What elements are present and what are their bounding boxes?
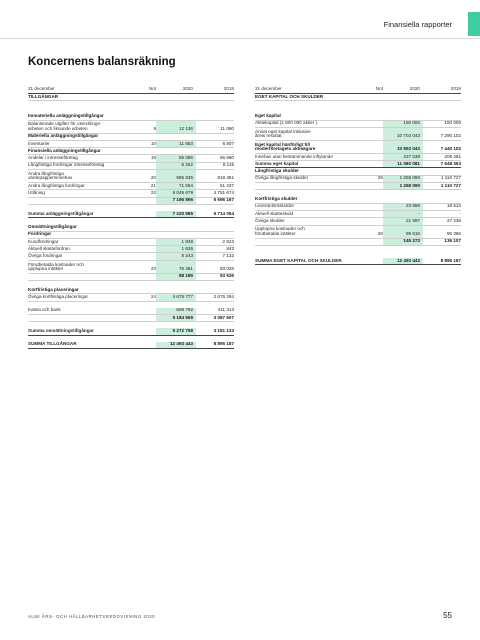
row-value-previous: 3 087 607 [213,314,234,320]
row-value-current: 76 461 [156,261,196,273]
row-note [371,209,383,210]
row-value-current: 10 853 043 [383,141,423,153]
page-title: Koncernens balansräkning [28,56,176,68]
row-value-current: 227 038 [383,154,423,160]
row-value-current: 8 243 [156,253,196,259]
row-value-current: 1 849 [156,239,196,245]
row-value-previous: 7 132 [222,253,234,259]
row-label [255,244,371,245]
table-subtitle [255,94,461,101]
table-row [28,170,234,183]
row-note [144,313,156,314]
row-label: Annat eget kapital inklusive årets resultat [255,128,311,139]
row-label: Eget kapital [255,113,281,118]
row-value-previous: 11 080 [220,126,234,131]
section-heading [28,224,234,231]
row-label: Övriga kortfristiga placeringar [28,294,88,300]
table-row [255,121,461,128]
row-label: Aktuell skatteskuld [255,210,294,216]
row-value-current: 145 272 [383,239,423,245]
row-value-current: 10 703 043 [383,128,423,140]
row-label [28,279,144,280]
row-note [144,259,156,260]
row-value-previous: 1 110 727 [440,175,461,181]
row-value-current: 7 196 896 [156,198,196,204]
row-note [371,244,383,245]
row-value-previous: 51 237 [219,182,234,188]
assets-table [28,86,234,349]
table-row [255,218,461,225]
row-note [144,320,156,321]
row-note [144,216,156,217]
row-label: Upplupna kostnader och förutbetalda intäkter [255,226,305,236]
row-note [371,159,383,160]
row-label: Finansiella anläggningstillgångar [28,147,101,153]
header-date: 31 december [255,86,282,92]
row-value-current: 985 835 [156,170,196,182]
row-note [144,251,156,252]
row-value-current: 85 066 [156,155,196,161]
row-note [371,263,383,264]
row-value-current: 23 659 [383,204,423,210]
row-note [371,216,383,217]
row-value-current: 12 493 443 [156,342,196,348]
table-row [255,211,461,218]
table-row [28,261,234,274]
row-value-previous: 136 107 [444,238,461,244]
row-label: Aktiekapital (1 500 000 aktier ) [255,120,318,126]
row-value-previous: 208 251 [444,153,461,159]
row-label: Summa eget kapital [255,160,299,166]
row-note [144,168,156,169]
row-label: Långfristiga skulder [255,168,299,174]
table-row [255,204,461,211]
row-value-previous: 7 440 102 [440,146,461,152]
row-label: Kortfristiga skulder [255,196,298,202]
section-heading [28,232,234,239]
table-header [255,86,461,94]
row-value-previous: 8 895 187 [440,257,461,263]
row-label [28,203,144,204]
row-value-previous: 7 648 353 [440,160,461,166]
table-header [28,86,234,94]
row-value-previous: 18 513 [446,203,461,209]
row-value-previous: 5 696 167 [213,197,234,203]
table-row [28,183,234,190]
row-label [255,188,371,189]
row-value-previous: 843 [226,245,234,251]
row-note: 25 [377,175,383,181]
row-label: Övriga fordringar [28,253,63,259]
row-note [371,188,383,189]
equity-liabilities-table [255,86,461,265]
row-note [371,126,383,127]
row-value-current: 508 792 [156,308,196,314]
table-row [255,141,461,154]
table-row [28,163,234,170]
row-value-current: 6 049 679 [156,190,196,196]
header-divider [0,38,480,39]
row-note: 9 [153,126,156,131]
row-value-previous: 5 714 054 [213,210,234,216]
row-value-current: 4 675 777 [156,294,196,300]
table-row [28,308,234,315]
table-row [255,128,461,141]
row-value-current: 1 268 090 [383,183,423,189]
row-label: Materiella anläggningstillgångar [28,133,99,139]
row-note [371,152,383,153]
row-value-previous: - [459,210,461,216]
row-note: 21 [150,182,156,188]
row-label: Omsättningstillgångar [28,223,77,229]
row-label: Leverantörsskulder [255,203,295,209]
header-year-current: 2020 [409,86,420,92]
row-note: 10 [150,140,156,146]
row-note: 20 [150,175,156,181]
row-value-previous: 2 523 [222,238,234,244]
row-value-current: 11 653 [156,141,196,147]
row-note: 24 [150,294,156,300]
row-value-previous: 8 895 187 [213,341,234,347]
row-label: Aktuell skattefordran [28,245,70,251]
row-note [371,166,383,167]
row-value-previous: 411 313 [217,307,234,313]
page-number: 55 [443,611,452,620]
table-row [255,239,461,246]
row-value-previous: 4 751 674 [213,190,234,196]
table-row [28,294,234,301]
row-note [144,203,156,204]
row-value-current: 71 064 [156,183,196,189]
table-row [255,183,461,190]
row-value-previous: 27 238 [446,217,461,223]
row-note [144,347,156,348]
table-row [255,226,461,239]
row-label: SUMMA TILLGÅNGAR [28,341,77,347]
row-value-previous: 2 676 294 [213,294,234,300]
table-row [28,274,234,281]
table-row [255,258,461,265]
row-value-previous: 83 028 [219,266,234,272]
row-note: 22 [150,190,156,196]
row-label: Kortfristiga placeringar [28,286,79,292]
row-value-current: 11 080 081 [383,161,423,167]
row-value-previous: 8 115 [222,162,234,168]
row-label [28,320,144,321]
row-label: SUMMA EGET KAPITAL OCH SKULDER [255,257,342,263]
row-value-previous: 7 290 102 [440,133,461,139]
table-row [28,198,234,205]
header-note: Not [375,86,383,92]
row-value-current: 12 493 443 [383,258,423,264]
section-heading [28,113,234,120]
row-value-current: - [383,211,423,217]
row-label: Andra långfristiga fordringar [28,182,85,188]
header-date: 31 december [28,86,55,92]
row-label: Balanserade utgifter för utvecklings- arbeten och liknande arbeten [28,121,102,131]
row-value-current: 99 616 [383,226,423,238]
table-row [28,328,234,335]
section-heading [28,134,234,141]
row-label: Förutbetalda kostnader och upplupna intäkter [28,261,84,272]
section-title: Finansiella rapporter [383,20,452,29]
row-value-previous: 93 526 [219,273,234,279]
header-year-previous: 2019 [223,86,234,92]
row-label: Utlåning [28,190,45,196]
table-row [28,253,234,260]
row-label: Andelar i intresseföretag [28,155,78,161]
row-note [144,244,156,245]
row-value-previous: 6 807 [222,140,234,146]
row-label: Summa omsättningstillgångar [28,327,94,333]
footer-text: ALMI ÅRS- OCH HÅLLBARHETSREDOVISNING 2020 [28,614,156,619]
row-value-current: 12 136 [156,121,196,133]
row-note [144,279,156,280]
row-label: Kassa och bank [28,307,61,313]
table-row [28,315,234,322]
table-row [28,121,234,134]
row-value-current: 21 997 [383,218,423,224]
table-row [28,342,234,349]
row-note [371,224,383,225]
row-note [371,139,383,140]
row-label: Kundfordringar [28,238,59,244]
row-value-current: 88 189 [156,274,196,280]
row-label: Långfristiga fordringar intresseföretag [28,162,105,168]
row-label: Summa anläggningstillgångar [28,210,94,216]
row-value-current: 5 252 [156,163,196,169]
table-row [255,176,461,183]
row-label: Övriga skulder [255,217,285,223]
accent-tab [468,12,480,36]
row-value-previous: 150 000 [444,120,461,126]
row-note [144,334,156,335]
row-value-previous: 3 181 133 [213,327,234,333]
row-value-current: 1 268 090 [383,176,423,182]
row-value-previous: 66 660 [219,155,234,161]
row-label: Inventarier [28,140,50,146]
row-value-current: 5 272 758 [156,328,196,334]
table-row [28,211,234,218]
row-label: Innehav utan bestämmande inflytande [255,153,333,159]
row-note: 23 [150,266,156,272]
row-value-current: 5 184 569 [156,315,196,321]
row-value-previous: 90 356 [446,230,461,236]
row-value-previous: 818 481 [217,175,234,181]
row-value-previous: 1 110 727 [440,182,461,188]
row-value-current: 7 220 685 [156,211,196,217]
row-note: 19 [150,155,156,161]
row-label: Övriga långfristiga skulder [255,175,309,181]
header-note: Not [148,86,156,92]
row-note: 26 [377,230,383,236]
row-label: Eget kapital hänförligt till moderföretagets aktieägare [255,141,316,152]
table-subtitle-label: EGET KAPITAL OCH SKULDER [255,93,324,99]
table-subtitle [28,94,234,101]
row-label: Fordringar [28,231,52,237]
row-value-current: 150 000 [383,121,423,127]
header-year-previous: 2019 [450,86,461,92]
table-row [28,190,234,197]
table-subtitle-label: TILLGÅNGAR [28,93,59,99]
row-value-current: 1 636 [156,246,196,252]
row-label: Andra långfristiga värdepappersinnehav [28,170,73,181]
row-label: Immateriella anläggningstillgångar [28,113,104,118]
header-year-current: 2020 [182,86,193,92]
